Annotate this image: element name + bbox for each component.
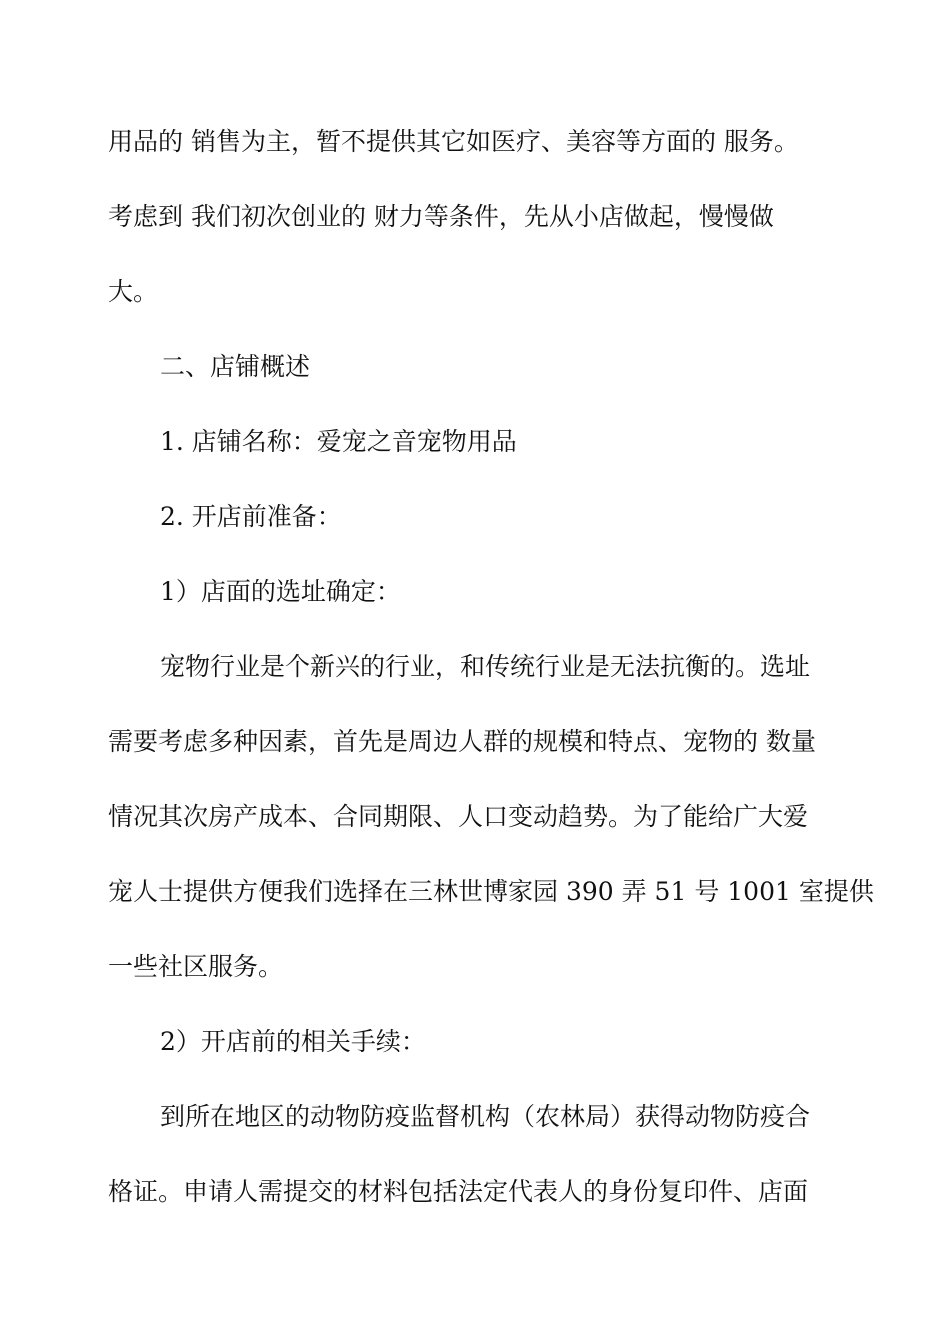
list-item: 2. 开店前准备： (160, 502, 342, 531)
paragraph-line: 大。 (108, 277, 159, 306)
paragraph-line: 情况其次房产成本、合同期限、人口变动趋势。为了能给广大爱 (108, 802, 809, 831)
list-item: 1. 店铺名称：爱宠之音宠物用品 (160, 427, 517, 456)
paragraph-line: 格证。申请人需提交的材料包括法定代表人的身份复印件、店面 (108, 1177, 809, 1206)
paragraph-line: 考虑到 我们初次创业的 财力等条件，先从小店做起，慢慢做 (108, 202, 774, 231)
paragraph-line: 到所在地区的动物防疫监督机构（农林局）获得动物防疫合 (160, 1102, 811, 1131)
section-heading: 二、店铺概述 (160, 352, 311, 381)
paragraph-line: 一些社区服务。 (108, 952, 284, 981)
paragraph-line: 宠物行业是个新兴的行业，和传统行业是无法抗衡的。选址 (160, 652, 811, 681)
subheading: 2）开店前的相关手续： (160, 1027, 426, 1056)
paragraph-line: 需要考虑多种因素，首先是周边人群的规模和特点、宠物的 数量 (108, 727, 816, 756)
paragraph-line: 宠人士提供方便我们选择在三林世博家园 390 弄 51 号 1001 室提供 (108, 877, 874, 906)
paragraph-line: 用品的 销售为主，暂不提供其它如医疗、美容等方面的 服务。 (108, 127, 799, 156)
subheading: 1）店面的选址确定： (160, 577, 401, 606)
